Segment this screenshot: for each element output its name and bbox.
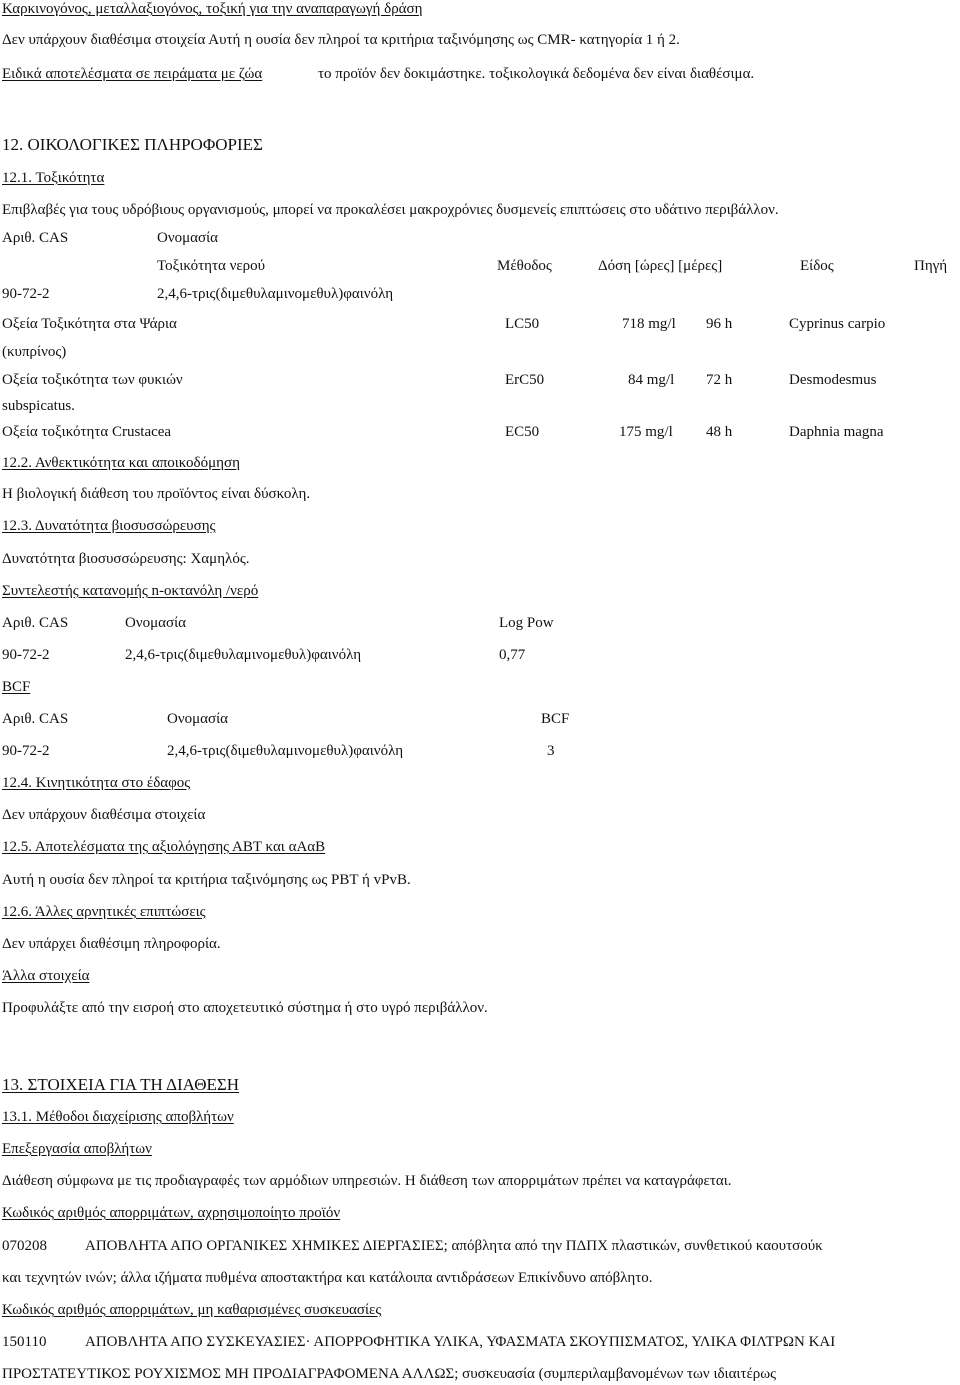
col-header-cas: Αριθ. CAS xyxy=(2,615,69,631)
animal-text: το προϊόν δεν δοκιμάστηκε. τοξικολογικά δεδομένα δεν είναι διαθέσιμα. xyxy=(318,66,755,82)
substance-name: 2,4,6-τρις(διμεθυλαμινομεθυλ)φαινόλη xyxy=(125,647,362,663)
table-row-dose: 175 mg/l xyxy=(619,424,673,440)
table-row-dose: 84 mg/l xyxy=(628,372,675,388)
section-13-title: 13. ΣΤΟΙΧΕΙΑ ΓΙΑ ΤΗ ΔΙΑΘΕΣΗ xyxy=(2,1075,240,1094)
substance-cas: 90-72-2 xyxy=(2,743,50,759)
bioaccumulation-text: Δυνατότητα βιοσυσσώρευσης: Χαμηλός. xyxy=(2,551,250,567)
partition-coefficient-heading: Συντελεστής κατανομής n-οκτανόλη /νερό xyxy=(2,583,259,599)
table-row-label: Οξεία Τοξικότητα στα Ψάρια xyxy=(2,316,177,332)
waste-code-description-cont: και τεχνητών ινών; άλλα ιζήματα πυθμένα αποστακτήρα και κατάλοιπα αντιδράσεων Επικίνδυνο απόβλητο. xyxy=(2,1270,653,1286)
animal-heading: Ειδικά αποτελέσματα σε πειράματα με ζώα xyxy=(2,66,263,82)
table-row-continuation: (κυπρίνος) xyxy=(2,344,67,360)
toxicity-heading: 12.1. Τοξικότητα xyxy=(2,170,105,186)
waste-code-unused-heading: Κωδικός αριθμός απορριμάτων, αχρησιμοποίητο προϊόν xyxy=(2,1205,341,1221)
table-row-method: LC50 xyxy=(505,316,540,332)
substance-name: 2,4,6-τρις(διμεθυλαμινομεθυλ)φαινόλη xyxy=(157,286,394,302)
waste-code-description-cont: ΠΡΟΣΤΑΤΕΥΤΙΚΟΣ ΡΟΥΧΙΣΜΟΣ ΜΗ ΠΡΟΔΙΑΓΡΑΦΟΜΕΝΑ ΑΛΛΩΣ; συσκευασία (συμπεριλαμβανομένων των ιδιαιτέρως xyxy=(2,1366,777,1382)
waste-code-description: ΑΠΟΒΛΗΤΑ ΑΠΟ ΣΥΣΚΕΥΑΣΙΕΣ· ΑΠΟΡΡΟΦΗΤΙΚΑ ΥΛΙΚΑ, ΥΦΑΣΜΑΤΑ ΣΚΟΥΠΙΣΜΑΤΟΣ, ΥΛΙΚΑ ΦΙΛΤΡΩΝ ΚΑΙ xyxy=(85,1334,836,1350)
table-row-species: Cyprinus carpio xyxy=(789,316,886,332)
substance-cas: 90-72-2 xyxy=(2,647,50,663)
waste-methods-heading: 13.1. Μέθοδοι διαχείρισης αποβλήτων xyxy=(2,1109,234,1125)
col-header-name: Ονομασία xyxy=(157,230,218,246)
col-header-method: Μέθοδος xyxy=(497,258,552,274)
col-header-water-toxicity: Τοξικότητα νερού xyxy=(157,258,266,274)
table-row-method: EC50 xyxy=(505,424,540,440)
other-info-text: Προφυλάξτε από την εισροή στο αποχετευτικό σύστημα ή στο υγρό περιβάλλον. xyxy=(2,1000,488,1016)
other-effects-text: Δεν υπάρχει διαθέσιμη πληροφορία. xyxy=(2,936,221,952)
mobility-heading: 12.4. Κινητικότητα στο έδαφος xyxy=(2,775,191,791)
col-header-name: Ονομασία xyxy=(125,615,186,631)
col-header-source: Πηγή xyxy=(914,258,948,274)
col-header-bcf: BCF xyxy=(541,711,570,727)
carcinogenic-text: Δεν υπάρχουν διαθέσιμα στοιχεία Αυτή η ουσία δεν πληροί τα κριτήρια ταξινόμησης ως CMR- κατηγορία 1 ή 2. xyxy=(2,32,680,48)
degradability-heading: 12.2. Ανθεκτικότητα και αποικοδόμηση xyxy=(2,455,240,471)
section-12-title: 12. ΟΙΚΟΛΟΓΙΚΕΣ ΠΛΗΡΟΦΟΡΙΕΣ xyxy=(2,135,263,154)
table-row-dose: 718 mg/l xyxy=(622,316,676,332)
table-row-continuation: subspicatus. xyxy=(2,398,75,414)
col-header-dose: Δόση [ώρες] [μέρες] xyxy=(598,258,723,274)
col-header-species: Είδος xyxy=(800,258,834,274)
log-pow-value: 0,77 xyxy=(499,647,526,663)
waste-processing-text: Διάθεση σύμφωνα με τις προδιαγραφές των αρμόδιων υπηρεσιών. Η διάθεση των απορριμάτων πρέπει να καταγράφεται. xyxy=(2,1173,732,1189)
pbt-heading: 12.5. Αποτελέσματα της αξιολόγησης ΑΒΤ και αΑαΒ xyxy=(2,839,326,855)
table-row-time: 96 h xyxy=(706,316,733,332)
table-row-time: 48 h xyxy=(706,424,733,440)
col-header-cas: Αριθ. CAS xyxy=(2,711,69,727)
carcinogenic-heading: Καρκινογόνος, μεταλλαξιογόνος, τοξική για την αναπαραγωγή δράση xyxy=(2,1,423,17)
waste-code-packaging-heading: Κωδικός αριθμός απορριμάτων, μη καθαρισμένες συσκευασίες xyxy=(2,1302,382,1318)
waste-processing-heading: Επεξεργασία αποβλήτων xyxy=(2,1141,152,1157)
col-header-cas: Αριθ. CAS xyxy=(2,230,69,246)
toxicity-text: Επιβλαβές για τους υδρόβιους οργανισμούς, μπορεί να προκαλέσει μακροχρόνιες δυσμενείς επιπτώσεις στο υδάτινο περιβάλλον. xyxy=(2,202,779,218)
bcf-heading: BCF xyxy=(2,679,31,695)
substance-name: 2,4,6-τρις(διμεθυλαμινομεθυλ)φαινόλη xyxy=(167,743,404,759)
table-row-label: Οξεία τοξικότητα των φυκιών xyxy=(2,372,183,388)
col-header-log-pow: Log Pow xyxy=(499,615,554,631)
table-row-method: ErC50 xyxy=(505,372,545,388)
table-row-species: Desmodesmus xyxy=(789,372,877,388)
table-row-species: Daphnia magna xyxy=(789,424,884,440)
degradability-text: Η βιολογική διάθεση του προϊόντος είναι δύσκολη. xyxy=(2,486,311,502)
table-row-time: 72 h xyxy=(706,372,733,388)
other-info-heading: Άλλα στοιχεία xyxy=(2,968,90,984)
waste-code-description: ΑΠΟΒΛΗΤΑ ΑΠΟ ΟΡΓΑΝΙΚΕΣ ΧΗΜΙΚΕΣ ΔΙΕΡΓΑΣΙΕΣ; απόβλητα από την ΠΔΠΧ πλαστικών, συνθετικού καουτσούκ xyxy=(85,1238,823,1254)
table-row-label: Οξεία τοξικότητα Crustacea xyxy=(2,424,172,440)
waste-code: 070208 xyxy=(2,1238,47,1254)
waste-code: 150110 xyxy=(2,1334,47,1350)
bioaccumulation-heading: 12.3. Δυνατότητα βιοσυσσώρευσης xyxy=(2,518,216,534)
other-effects-heading: 12.6. Άλλες αρνητικές επιπτώσεις xyxy=(2,904,206,920)
pbt-text: Αυτή η ουσία δεν πληροί τα κριτήρια ταξινόμησης ως PBT ή vPvB. xyxy=(2,872,411,888)
bcf-value: 3 xyxy=(547,743,555,759)
col-header-name: Ονομασία xyxy=(167,711,228,727)
substance-cas: 90-72-2 xyxy=(2,286,50,302)
mobility-text: Δεν υπάρχουν διαθέσιμα στοιχεία xyxy=(2,807,206,823)
